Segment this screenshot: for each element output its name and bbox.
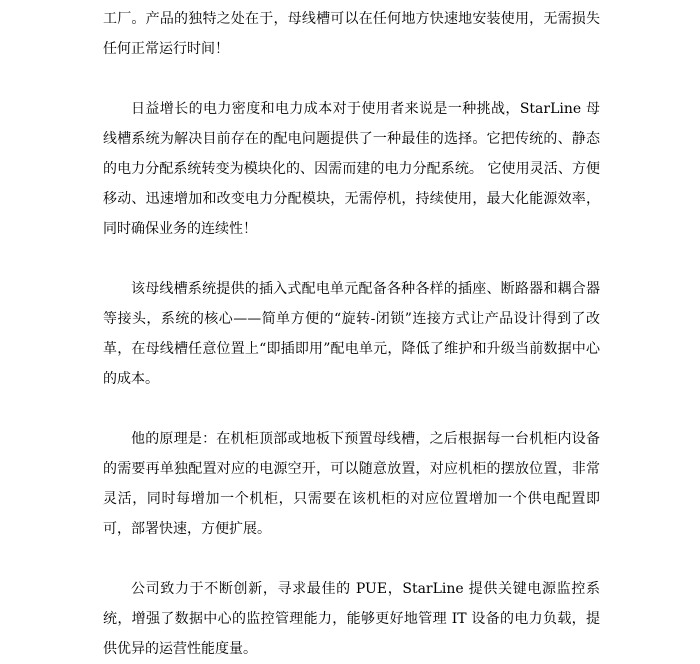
paragraph-gap [103,544,600,574]
paragraph-innovation: 公司致力于不断创新，寻求最佳的 PUE，StarLine 提供关键电源监控系统，增强了数据中心的监控管理能力，能够更好地管理 IT 设备的电力负载，提供优异的运营性能度量。 [103,581,600,657]
document-body [103,4,600,664]
paragraph-principle: 他的原理是：在机柜顶部或地板下预置母线槽，之后根据每一台机柜内设备的需要再单独配置对应的电源空开，可以随意放置，对应机柜的摆放位置，非常灵活，同时每增加一个机柜，只需要在该机柜的对应位置增加一个供电配置即可，部署快速，方便扩展。 [103,431,600,537]
paragraph-power-density: 日益增长的电力密度和电力成本对于使用者来说是一种挑战，StarLine 母线槽系统为解决目前存在的配电问题提供了一种最佳的选择。它把传统的、静态的电力分配系统转变为模块化的、因需而建的电力分配系统。 它使用灵活、方便移动、迅速增加和改变电力分配模块，无需停机，持续使用，最大化能源效率，同时确保业务的连续性！ [103,101,600,237]
paragraph-gap [103,244,600,274]
paragraph-plug-in-units: 该母线槽系统提供的插入式配电单元配备各种各样的插座、断路器和耦合器等接头，系统的核心——简单方便的“旋转-闭锁”连接方式让产品设计得到了改革，在母线槽任意位置上“即插即用”配电单元，降低了维护和升级当前数据中心的成本。 [103,281,600,387]
paragraph-gap [103,394,600,424]
paragraph-gap [103,64,600,94]
paragraph-continuation: 工厂。产品的独特之处在于，母线槽可以在任何地方快速地安装使用，无需损失任何正常运行时间！ [103,11,600,57]
